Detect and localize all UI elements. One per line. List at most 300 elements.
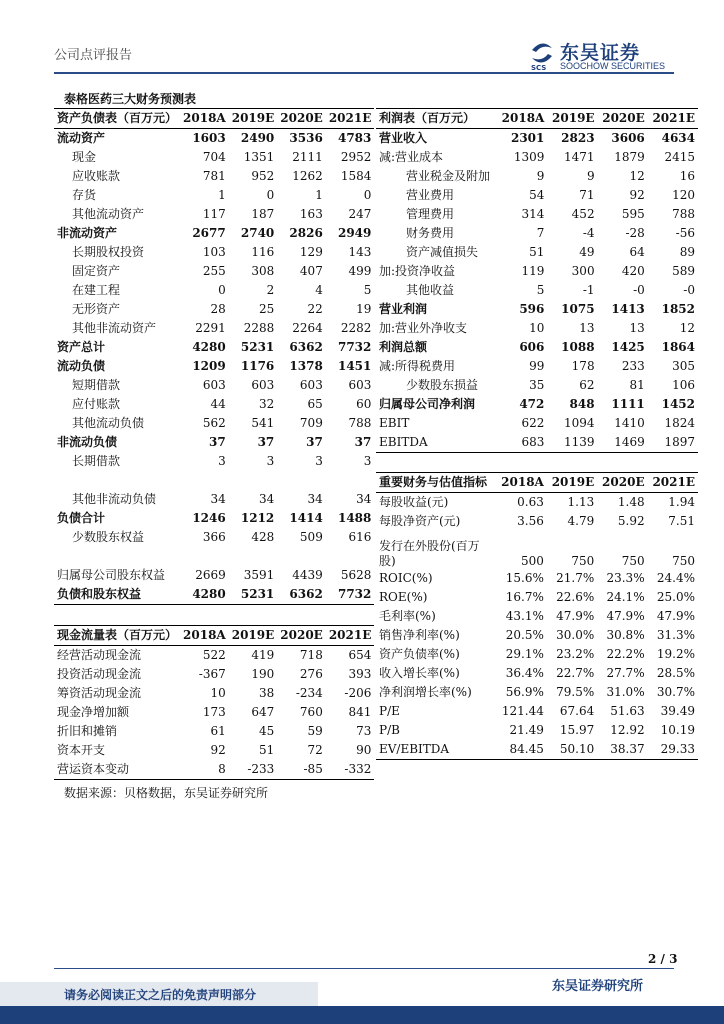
value-cell: 19.2% — [656, 647, 695, 661]
value-cell: 541 — [251, 416, 275, 430]
value-cell: 44 — [210, 397, 226, 411]
row-label: P/E — [379, 704, 400, 718]
value-cell: 34 — [259, 492, 275, 506]
row-label: 利润总额 — [379, 340, 428, 354]
row-label: 每股收益(元) — [379, 495, 449, 509]
value-cell: 589 — [672, 264, 695, 278]
value-cell: 23.3% — [606, 571, 645, 585]
value-cell: 7 — [536, 226, 545, 240]
table-row — [54, 566, 374, 585]
data-source: 数据来源：贝格数据，东吴证券研究所 — [64, 786, 269, 800]
table-row — [376, 319, 698, 338]
value-cell: 750 — [571, 554, 595, 568]
table-row — [54, 646, 374, 666]
row-label: 现金净增加额 — [57, 705, 130, 719]
value-cell: 1094 — [564, 416, 595, 430]
value-cell: 718 — [299, 648, 323, 662]
value-cell: -28 — [625, 226, 645, 240]
row-label: 少数股东损益 — [406, 378, 479, 392]
value-cell: 51.63 — [610, 704, 645, 718]
table-row — [54, 262, 374, 281]
table-row — [54, 509, 374, 528]
row-label: 营业税金及附加 — [406, 169, 491, 183]
value-cell: 1.48 — [617, 495, 645, 509]
value-cell: 1897 — [648, 433, 698, 453]
row-label: 长期股权投资 — [72, 245, 145, 259]
value-cell: 22.2% — [606, 647, 645, 661]
table-row — [54, 224, 374, 243]
row-label: P/B — [379, 723, 400, 737]
year-header-cell: 2019E — [229, 109, 278, 129]
table-row — [376, 243, 698, 262]
value-cell: 37 — [354, 435, 372, 449]
row-label: 营业收入 — [379, 131, 428, 145]
value-cell: 2669 — [195, 568, 226, 582]
value-cell: 683 — [497, 433, 547, 453]
value-cell: 276 — [299, 667, 323, 681]
table-row — [54, 665, 374, 684]
value-cell: 29.1% — [505, 647, 544, 661]
value-cell: 20.5% — [505, 628, 544, 642]
value-cell: 0 — [266, 188, 275, 202]
table-row — [54, 703, 374, 722]
value-cell: 428 — [251, 530, 275, 544]
value-cell: 2949 — [337, 226, 372, 240]
value-cell: 2952 — [340, 150, 372, 164]
value-cell: 47.9% — [606, 609, 645, 623]
value-cell: 5 — [536, 283, 545, 297]
value-cell: 603 — [202, 378, 226, 392]
table-row — [54, 684, 374, 703]
brand-emblem-icon — [528, 38, 556, 72]
value-cell: 143 — [348, 245, 372, 259]
value-cell: 21.7% — [556, 571, 595, 585]
value-cell: 10.19 — [660, 723, 695, 737]
row-label: 营业费用 — [406, 188, 455, 202]
value-cell: 9 — [586, 169, 595, 183]
value-cell: 562 — [202, 416, 226, 430]
table-row — [376, 224, 698, 243]
value-cell: 393 — [348, 667, 372, 681]
value-cell: 92 — [629, 188, 645, 202]
table-row — [54, 760, 374, 780]
value-cell: 6362 — [289, 340, 323, 354]
brand-name-cn: 东吴证券 — [560, 42, 641, 64]
value-cell: 654 — [348, 648, 372, 662]
row-label: 应付账款 — [72, 397, 121, 411]
value-cell: 81 — [629, 378, 645, 392]
table-row — [376, 148, 698, 167]
value-cell: 3 — [315, 454, 323, 468]
row-label: 管理费用 — [406, 207, 455, 221]
row-label: 其他收益 — [406, 283, 455, 297]
value-cell: 1246 — [192, 511, 226, 525]
row-label: EBIT — [379, 416, 410, 430]
value-cell: 1413 — [611, 302, 645, 316]
value-cell: 47.9% — [656, 609, 695, 623]
value-cell: 3 — [266, 454, 275, 468]
value-cell: 4280 — [180, 585, 229, 605]
row-label: 减:营业成本 — [379, 150, 444, 164]
value-cell: 0.63 — [517, 495, 544, 509]
value-cell: 16.7% — [505, 590, 544, 604]
value-cell: -233 — [229, 760, 278, 780]
value-cell: 472 — [519, 397, 545, 411]
table-row — [54, 585, 374, 605]
value-cell: 34 — [210, 492, 226, 506]
value-cell: 190 — [251, 667, 275, 681]
table-row — [54, 281, 374, 300]
value-cell: 760 — [299, 705, 323, 719]
spacer-row — [54, 471, 374, 490]
value-cell: 4439 — [292, 568, 323, 582]
value-cell: 1824 — [664, 416, 695, 430]
year-header-cell: 2018A — [497, 109, 547, 129]
table-title-cell: 重要财务与估值指标 — [376, 473, 496, 493]
table-header-row — [376, 473, 698, 493]
row-label: 每股净资产(元) — [379, 514, 461, 528]
value-cell: 5.92 — [617, 514, 645, 528]
value-cell: 1414 — [289, 511, 323, 525]
table-row — [54, 338, 374, 357]
table-row — [54, 167, 374, 186]
value-cell: -332 — [326, 760, 375, 780]
value-cell: 1262 — [292, 169, 323, 183]
value-cell: 1852 — [661, 302, 695, 316]
header-divider — [54, 72, 674, 74]
svg-text:SCS: SCS — [531, 64, 547, 72]
value-cell: -1 — [582, 283, 595, 297]
value-cell: 603 — [251, 378, 275, 392]
value-cell: 1451 — [337, 359, 372, 373]
table-row — [376, 338, 698, 357]
value-cell: 36.4% — [505, 666, 544, 680]
value-cell: 2740 — [240, 226, 275, 240]
value-cell: 15.97 — [559, 723, 595, 737]
table-row — [54, 357, 374, 376]
value-cell: 308 — [251, 264, 275, 278]
value-cell: 62 — [579, 378, 595, 392]
page-title: 泰格医药三大财务预测表 — [64, 92, 197, 106]
page-number: 2 / 3 — [648, 952, 678, 966]
row-label: 经营活动现金流 — [57, 648, 142, 662]
table-row — [376, 186, 698, 205]
table-header-row — [54, 109, 374, 129]
table-row — [376, 721, 698, 740]
table-row — [54, 376, 374, 395]
table-row — [376, 664, 698, 683]
value-cell: 37 — [209, 435, 226, 449]
value-cell: 616 — [348, 530, 372, 544]
value-cell: 848 — [569, 397, 595, 411]
row-label: 销售净利率(%) — [379, 628, 460, 642]
value-cell: 25 — [259, 302, 275, 316]
value-cell: 38.37 — [597, 740, 647, 760]
table-row — [376, 607, 698, 626]
value-cell: 65 — [307, 397, 323, 411]
value-cell: 500 — [520, 554, 544, 568]
value-cell: 233 — [621, 359, 645, 373]
table-row — [376, 588, 698, 607]
value-cell: 28 — [210, 302, 226, 316]
value-cell: 596 — [519, 302, 545, 316]
table-row — [376, 433, 698, 453]
value-cell: 29.33 — [648, 740, 698, 760]
value-cell: 12.92 — [610, 723, 645, 737]
table-row — [54, 433, 374, 452]
row-label: 其他非流动负债 — [72, 492, 157, 506]
value-cell: 2288 — [243, 321, 275, 335]
value-cell: 84.45 — [496, 740, 547, 760]
value-cell: 255 — [202, 264, 226, 278]
value-cell: 45 — [259, 724, 275, 738]
value-cell: 1176 — [240, 359, 275, 373]
value-cell: 24.1% — [606, 590, 645, 604]
value-cell: 28.5% — [656, 666, 695, 680]
value-cell: 1584 — [340, 169, 372, 183]
value-cell: 3 — [363, 454, 372, 468]
value-cell: 5628 — [340, 568, 372, 582]
value-cell: 781 — [202, 169, 226, 183]
value-cell: 54 — [529, 188, 545, 202]
value-cell: 3536 — [289, 131, 323, 145]
table-row — [54, 243, 374, 262]
value-cell: 23.2% — [556, 647, 595, 661]
table-row — [376, 702, 698, 721]
value-cell: 34 — [307, 492, 323, 506]
value-cell: 27.7% — [606, 666, 645, 680]
row-label: 长期借款 — [72, 454, 121, 468]
row-label: 应收账款 — [72, 169, 121, 183]
value-cell: 952 — [251, 169, 275, 183]
value-cell: 2291 — [195, 321, 226, 335]
row-label: 现金 — [72, 150, 97, 164]
value-cell: 1425 — [611, 340, 645, 354]
spacer-row — [54, 547, 374, 566]
value-cell: 1452 — [661, 397, 695, 411]
value-cell: 314 — [521, 207, 545, 221]
table-title-cell: 资产负债表（百万元） — [54, 109, 180, 129]
table-row — [376, 569, 698, 588]
value-cell: 4280 — [192, 340, 226, 354]
value-cell: 1111 — [611, 397, 645, 411]
value-cell: 407 — [299, 264, 323, 278]
table-row — [376, 281, 698, 300]
value-cell: 99 — [529, 359, 545, 373]
row-label: 归属母公司股东权益 — [57, 568, 166, 582]
value-cell: 89 — [679, 245, 695, 259]
table-title-cell: 利润表（百万元） — [376, 109, 497, 129]
row-label: 其他流动负债 — [72, 416, 145, 430]
row-label: 负债和股东权益 — [54, 585, 180, 605]
value-cell: 1.13 — [567, 495, 595, 509]
value-cell: 7.51 — [668, 514, 695, 528]
year-header-cell: 2021E — [648, 473, 698, 493]
table-row — [54, 319, 374, 338]
value-cell: 72 — [307, 743, 323, 757]
value-cell: 7732 — [337, 340, 372, 354]
value-cell: 622 — [521, 416, 545, 430]
value-cell: 1469 — [598, 433, 648, 453]
value-cell: 117 — [202, 207, 226, 221]
value-cell: 8 — [180, 760, 229, 780]
value-cell: 129 — [299, 245, 323, 259]
value-cell: 119 — [521, 264, 545, 278]
value-cell: -206 — [344, 686, 372, 700]
row-label: 筹资活动现金流 — [57, 686, 142, 700]
row-label: 其他流动资产 — [72, 207, 145, 221]
row-label: 少数股东权益 — [72, 530, 145, 544]
value-cell: 788 — [348, 416, 372, 430]
value-cell: 178 — [571, 359, 595, 373]
value-cell: 1488 — [337, 511, 372, 525]
balance-sheet-table — [54, 108, 374, 605]
value-cell: 2264 — [292, 321, 323, 335]
value-cell: 10 — [210, 686, 226, 700]
value-cell: 15.6% — [505, 571, 544, 585]
row-label: 负债合计 — [57, 511, 106, 525]
footer-divider — [54, 968, 674, 969]
value-cell: 173 — [202, 705, 226, 719]
value-cell: 7732 — [326, 585, 375, 605]
row-label: 非流动资产 — [57, 226, 118, 240]
value-cell: -4 — [582, 226, 595, 240]
disclaimer-text: 请务必阅读正文之后的免责声明部分 — [64, 988, 257, 1002]
value-cell: 750 — [672, 554, 695, 568]
value-cell: 4 — [315, 283, 323, 297]
row-label: 资产负债率(%) — [379, 647, 460, 661]
value-cell: -367 — [198, 667, 226, 681]
table-row — [54, 148, 374, 167]
table-header-row — [54, 626, 374, 646]
value-cell: 34 — [356, 492, 372, 506]
table-row — [54, 722, 374, 741]
table-row — [376, 493, 698, 513]
value-cell: 73 — [356, 724, 372, 738]
row-label: 折旧和摊销 — [57, 724, 118, 738]
value-cell: 90 — [356, 743, 372, 757]
value-cell: 0 — [218, 283, 226, 297]
row-label: 营业利润 — [379, 302, 428, 316]
value-cell: 499 — [348, 264, 372, 278]
row-label: 营运资本变动 — [54, 760, 180, 780]
value-cell: 64 — [629, 245, 645, 259]
value-cell: 4634 — [661, 131, 695, 145]
row-label: 在建工程 — [72, 283, 121, 297]
value-cell: 2111 — [292, 150, 323, 164]
value-cell: 0 — [363, 188, 372, 202]
table-row — [376, 262, 698, 281]
value-cell: 419 — [251, 648, 275, 662]
value-cell: 39.49 — [660, 704, 695, 718]
value-cell: 49 — [579, 245, 595, 259]
row-label: 资本开支 — [57, 743, 106, 757]
table-row — [376, 683, 698, 702]
value-cell: 30.0% — [556, 628, 595, 642]
footer-bar — [0, 1006, 724, 1024]
value-cell: 22 — [307, 302, 323, 316]
row-label: 无形资产 — [72, 302, 121, 316]
table-row — [376, 129, 698, 149]
year-header-cell: 2020E — [598, 109, 648, 129]
year-header-cell: 2020E — [277, 109, 326, 129]
table-title-cell: 现金流量表（百万元） — [54, 626, 180, 646]
value-cell: 37 — [257, 435, 275, 449]
value-cell: 10 — [529, 321, 545, 335]
year-header-cell: 2021E — [648, 109, 698, 129]
row-label: 加:投资净收益 — [379, 264, 456, 278]
value-cell: 1075 — [561, 302, 595, 316]
value-cell: 1351 — [243, 150, 275, 164]
value-cell: 121.44 — [501, 704, 544, 718]
value-cell: 704 — [202, 150, 226, 164]
value-cell: 30.8% — [606, 628, 645, 642]
value-cell: 51 — [529, 245, 545, 259]
value-cell: 2282 — [340, 321, 372, 335]
row-label: 流动负债 — [57, 359, 106, 373]
value-cell: 71 — [579, 188, 595, 202]
row-label: 资产减值损失 — [406, 245, 479, 259]
value-cell: 788 — [672, 207, 695, 221]
value-cell: 1.94 — [668, 495, 695, 509]
value-cell: 300 — [571, 264, 595, 278]
table-row — [54, 741, 374, 760]
year-header-cell: 2018A — [496, 473, 547, 493]
value-cell: 37 — [306, 435, 323, 449]
value-cell: 22.6% — [556, 590, 595, 604]
value-cell: 606 — [519, 340, 545, 354]
value-cell: 9 — [536, 169, 545, 183]
value-cell: 509 — [299, 530, 323, 544]
value-cell: -56 — [675, 226, 695, 240]
row-label: 归属母公司净利润 — [379, 397, 476, 411]
table-row — [376, 645, 698, 664]
row-label: 减:所得税费用 — [379, 359, 456, 373]
value-cell: 603 — [348, 378, 372, 392]
value-cell: 31.0% — [606, 685, 645, 699]
value-cell: 1088 — [561, 340, 595, 354]
value-cell: 103 — [202, 245, 226, 259]
value-cell: 2490 — [240, 131, 275, 145]
value-cell: 5231 — [240, 340, 275, 354]
table-row — [54, 452, 374, 471]
value-cell: 2 — [266, 283, 275, 297]
value-cell: -0 — [633, 283, 645, 297]
value-cell: 1209 — [192, 359, 226, 373]
value-cell: -85 — [277, 760, 326, 780]
value-cell: 3.56 — [517, 514, 544, 528]
value-cell: 841 — [348, 705, 372, 719]
value-cell: 21.49 — [509, 723, 544, 737]
row-label: EV/EBITDA — [376, 740, 496, 760]
value-cell: 1864 — [661, 340, 695, 354]
table-row — [54, 129, 374, 149]
value-cell: 59 — [307, 724, 323, 738]
row-label: 非流动负债 — [57, 435, 118, 449]
table-row — [376, 205, 698, 224]
value-cell: 3 — [218, 454, 226, 468]
value-cell: 305 — [672, 359, 695, 373]
table-row — [376, 414, 698, 433]
year-header-cell: 2018A — [180, 109, 229, 129]
table-row — [54, 205, 374, 224]
value-cell: 1212 — [240, 511, 275, 525]
year-header-cell: 2019E — [547, 109, 597, 129]
value-cell: 4.79 — [567, 514, 595, 528]
brand-logo — [528, 38, 678, 74]
table-row — [376, 376, 698, 395]
row-label: ROE(%) — [379, 590, 428, 604]
